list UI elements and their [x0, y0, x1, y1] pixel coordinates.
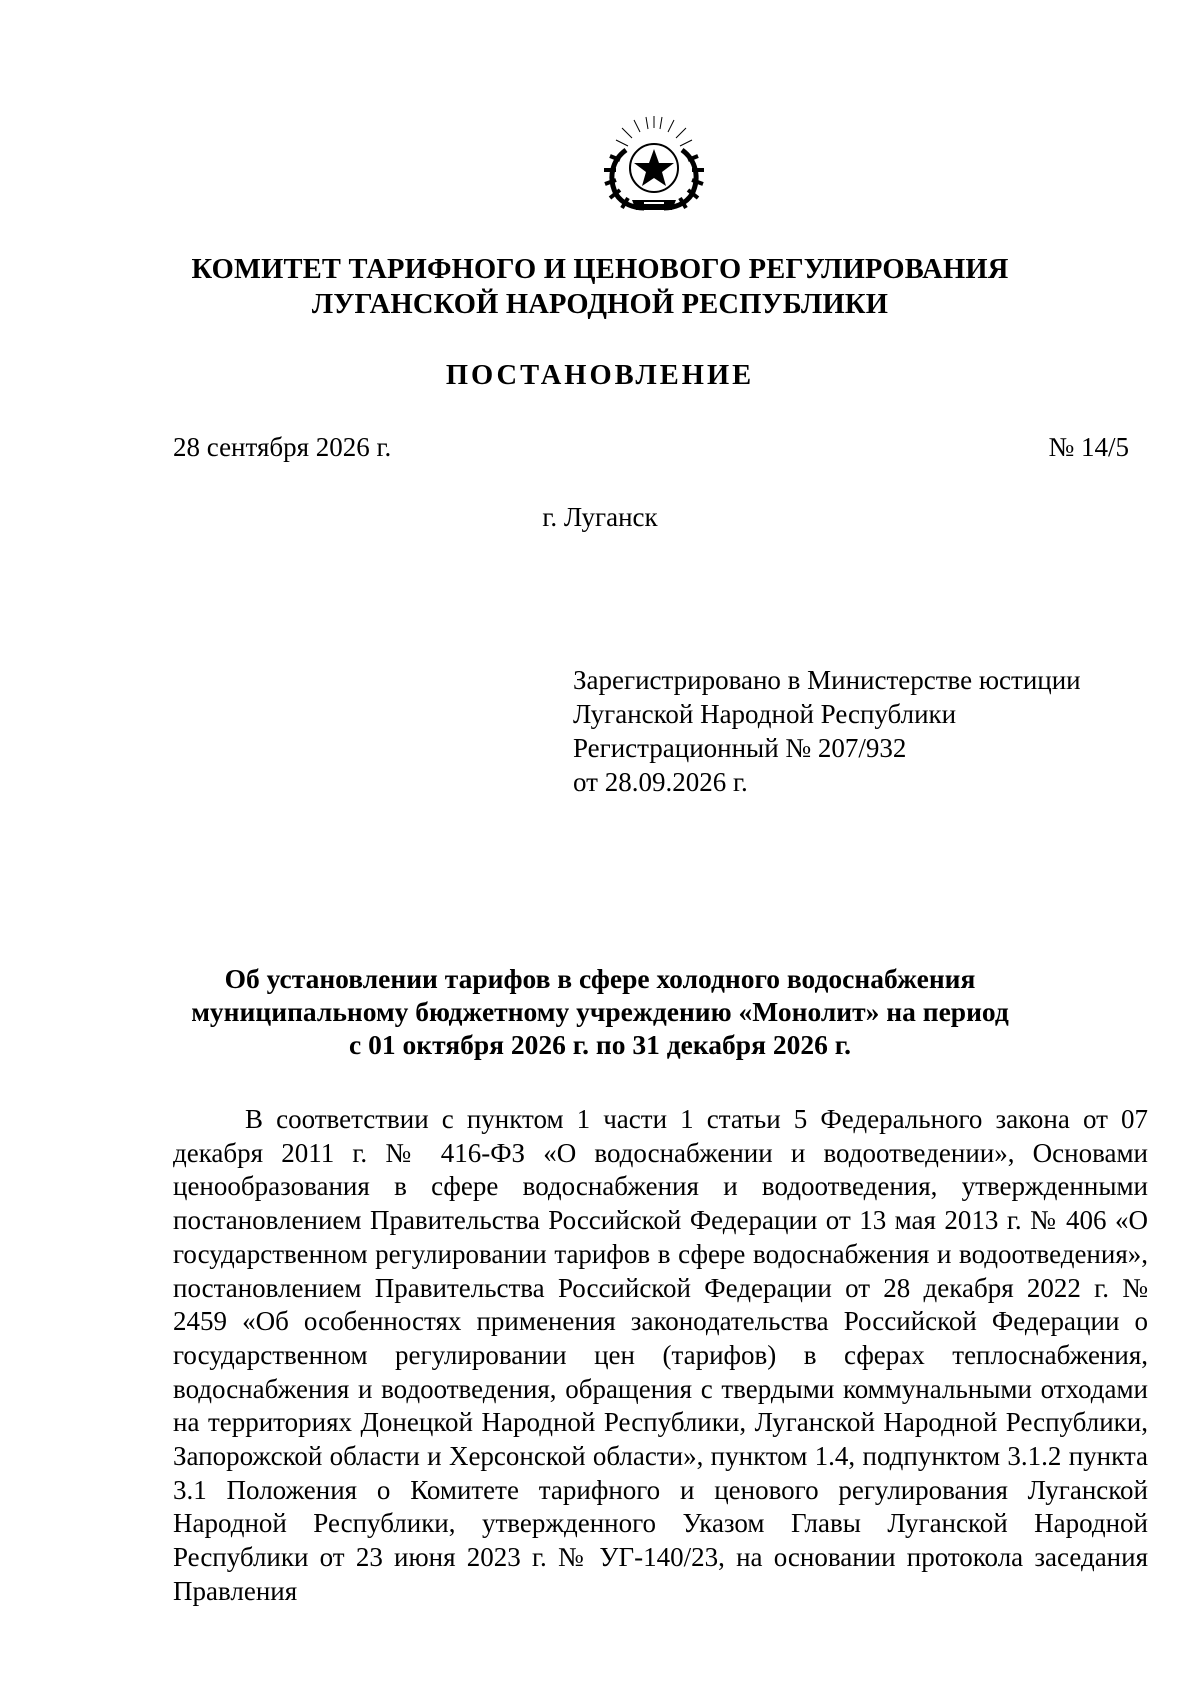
- organization-title-line2: ЛУГАНСКОЙ НАРОДНОЙ РЕСПУБЛИКИ: [311, 289, 889, 320]
- subject-line3: с 01 октября 2026 г. по 31 декабря 2026 г.: [349, 1029, 851, 1060]
- registration-line1: Зарегистрировано в Министерстве юстиции: [573, 665, 1081, 695]
- registration-line3: Регистрационный № 207/932: [573, 733, 907, 763]
- subject-line2: муниципальному бюджетному учреждению «Монолит» на период: [191, 996, 1009, 1027]
- body-paragraph: В соответствии с пунктом 1 части 1 статьи 5 Федерального закона от 07 декабря 2011 г. № 416-ФЗ «О водоснабжении и водоотведении», Основами ценообразования в сфере водоснабжения и водоотведения, утвержденными постановлением Правительства Российской Федерации от 13 мая 2013 г. № 406 «О государственном регулировании тарифов в сфере водоснабжения и водоотведения», постановлением Правительства Российской Федерации от 28 декабря 2022 г. № 2459 «Об особенностях применения законодательства Российской Федерации о государственном регулировании цен (тарифов) в сферах теплоснабжения, водоснабжения и водоотведения, обращения с твердыми коммунальными отходами на территориях Донецкой Народной Республики, Луганской Народной Республики, Запорожской области и Херсонской области», пунктом 1.4, подпунктом 3.1.2 пункта 3.1 Положения о Комитете тарифного и ценового регулирования Луганской Народной Республики, утвержденного Указом Главы Луганской Народной Республики от 23 июня 2023 г. № УГ-140/23, на основании протокола заседания Правления: [173, 1104, 1148, 1606]
- emblem-graphic: [598, 116, 710, 216]
- document-number: № 14/5: [1048, 432, 1129, 462]
- document-date: 28 сентября 2026 г.: [173, 432, 392, 462]
- subject-line1: Об установлении тарифов в сфере холодного водоснабжения: [224, 963, 976, 994]
- registration-stamp: [573, 663, 1081, 799]
- document-type-heading: ПОСТАНОВЛЕНИЕ: [445, 360, 755, 391]
- organization-title: [120, 252, 1080, 322]
- emblem-icon: [598, 116, 710, 216]
- registration-line2: Луганской Народной Республики: [573, 699, 957, 729]
- registration-line4: от 28.09.2026 г.: [573, 767, 748, 797]
- document-subject: [120, 962, 1080, 1061]
- organization-title-line1: КОМИТЕТ ТАРИФНОГО И ЦЕНОВОГО РЕГУЛИРОВАНИЯ: [191, 254, 1009, 285]
- document-city: г. Луганск: [542, 502, 658, 532]
